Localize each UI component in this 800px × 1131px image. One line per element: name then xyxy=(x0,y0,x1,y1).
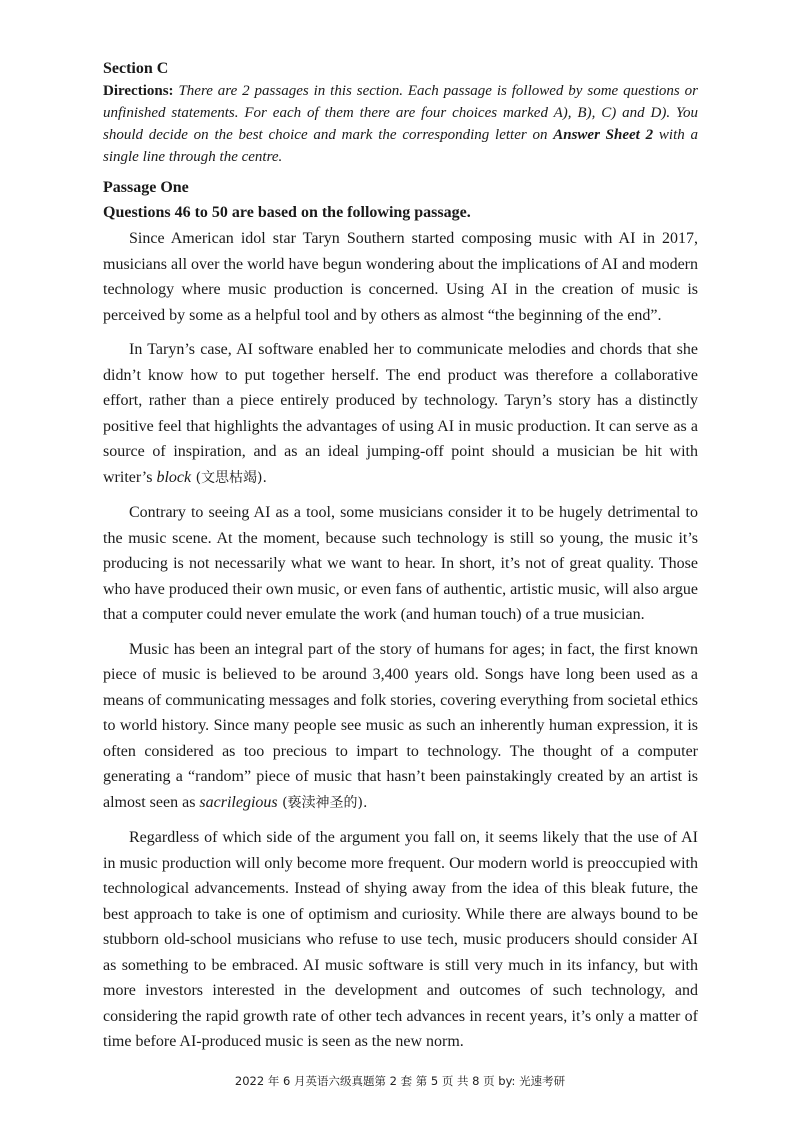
page-content xyxy=(103,58,698,1064)
passage-title: Passage One xyxy=(103,179,189,196)
italic-term-sacrilegious: sacrilegious xyxy=(199,793,278,811)
paragraph-2 xyxy=(103,337,698,491)
chinese-gloss-2: (亵渎神圣的). xyxy=(277,794,368,811)
italic-term-block: block xyxy=(156,468,192,486)
paragraph-5: Regardless of which side of the argument you fall on, it seems likely that the use of AI in music production will only become more frequent. Our modern world is preoccupied with technological advancements. Instead of shying away from the idea of this bleak future, the best approach to take is one of optimism and curiosity. While there are always bound to be stubborn old-school musicians who refuse to use tech, music producers should consider AI as something to be embraced. AI music software is still very much in its infancy, but with more investors interested in the development and outcomes of such technology, and considering the rapid growth rate of other tech advances in recent years, it’s only a matter of time before AI-produced music is seen as the new norm. xyxy=(103,829,698,1050)
section-title: Section C xyxy=(103,60,169,77)
paragraph-4 xyxy=(103,637,698,817)
chinese-gloss-1: (文思枯竭). xyxy=(191,469,267,486)
paragraph-3: Contrary to seeing AI as a tool, some musicians consider it to be hugely detrimental to the music scene. At the moment, because such technology is still so young, the music it’s producing is not necessarily what we want to hear. In short, it’s not of great quality. Those who have produced their own music, or even fans of authentic, artistic music, will also argue that a computer could never emulate the work (and human touch) of a true musician. xyxy=(103,504,698,623)
paragraph-2-text: In Taryn’s case, AI software enabled her to communicate melodies and chords that she didn’t know how to put together herself. The end product was therefore a collaborative effort, rather than a piece entirely produced by technology. Taryn’s story has a distinctly positive feel that highlights the advantages of using AI in music production. It can serve as a source of inspiration, and as an ideal jumping-off point should a musician be hit with writer’s xyxy=(103,341,698,486)
page-footer: 2022 年 6 月英语六级真题第 2 套 第 5 页 共 8 页 by: 光速考研 xyxy=(234,1074,566,1088)
directions-label: Directions: xyxy=(103,83,174,99)
answer-sheet-label: Answer Sheet 2 xyxy=(553,127,654,143)
directions-text-before: There are 2 passages in this section. Each passage is followed by some questions or unfinished statements. For each of them there are four choices marked A), B), C) and D). You should decide on the best choice and mark the corresponding letter on xyxy=(103,83,698,143)
paragraph-4-text: Music has been an integral part of the story of humans for ages; in fact, the first known piece of music is believed to be around 3,400 years old. Songs have long been used as a means of communicating messages and folk stories, covering everything from societal ethics to world history. Since many people see music as such an inherently human expression, it is often considered as too precious to impart to technology. The thought of a computer generating a “random” piece of music that hasn’t been painstakingly created by an artist is almost seen as xyxy=(103,640,698,811)
directions xyxy=(103,80,698,168)
paragraph-1: Since American idol star Taryn Southern started composing music with AI in 2017, musicians all over the world have begun wondering about the implications of AI and modern technology where music production is concerned. Using AI in the creation of music is perceived by some as a helpful tool and by others as almost “the beginning of the end”. xyxy=(103,230,698,324)
questions-label: Questions 46 to 50 are based on the following passage. xyxy=(103,204,471,221)
directions-text-after: with a single line through the centre. xyxy=(103,127,698,165)
